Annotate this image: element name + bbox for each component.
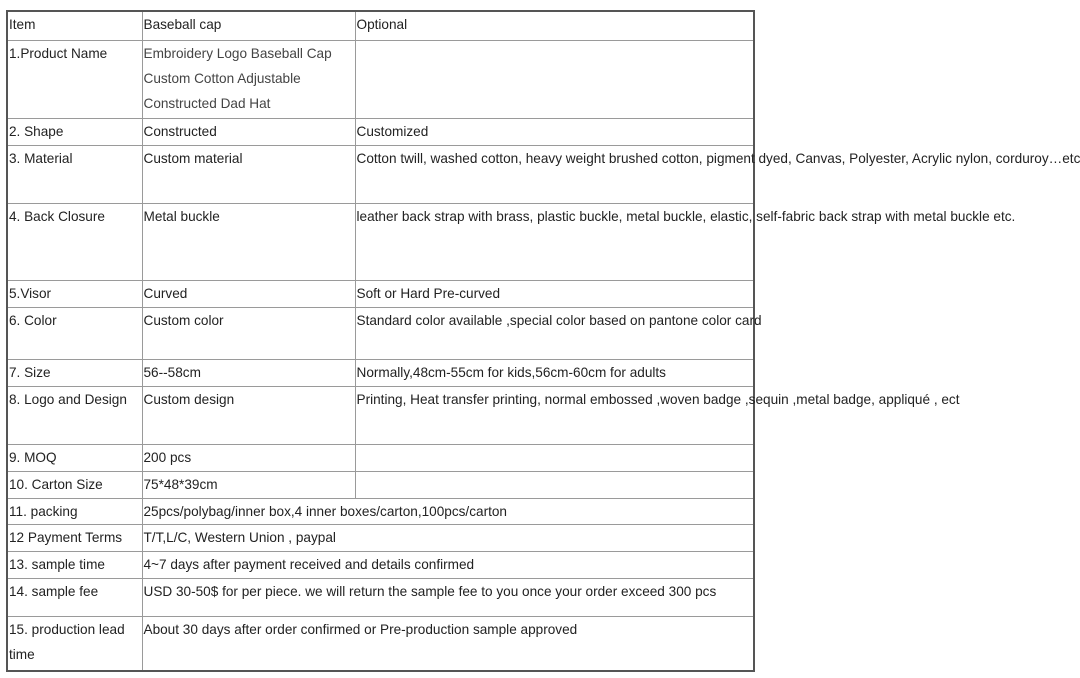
- optional-cell: [355, 444, 753, 471]
- item-cell: 9. MOQ: [8, 444, 142, 471]
- merged-value-cell: 4~7 days after payment received and details confirmed: [142, 551, 753, 578]
- header-optional: Optional: [355, 12, 753, 40]
- table-row: [8, 498, 753, 524]
- value-cell: Custom material: [142, 145, 355, 203]
- merged-value-cell: T/T,L/C, Western Union , paypal: [142, 524, 753, 551]
- item-cell: 15. production lead time: [8, 616, 142, 670]
- header-item: Item: [8, 12, 142, 40]
- merged-value-cell: 25pcs/polybag/inner box,4 inner boxes/carton,100pcs/carton: [142, 498, 753, 524]
- value-cell: Constructed: [142, 118, 355, 145]
- table-row: [8, 307, 753, 359]
- value-cell: 56--58cm: [142, 359, 355, 386]
- item-cell: 12 Payment Terms: [8, 524, 142, 551]
- header-baseball-cap: Baseball cap: [142, 12, 355, 40]
- value-cell: Custom design: [142, 386, 355, 444]
- optional-cell: [355, 471, 753, 498]
- item-cell: 10. Carton Size: [8, 471, 142, 498]
- optional-cell: Printing, Heat transfer printing, normal embossed ,woven badge ,sequin ,metal badge, appliqué , ect: [355, 386, 753, 444]
- table-row: [8, 40, 753, 118]
- item-cell: 4. Back Closure: [8, 203, 142, 280]
- table-row: [8, 203, 753, 280]
- item-cell: 6. Color: [8, 307, 142, 359]
- table-row: [8, 551, 753, 578]
- item-cell: 5.Visor: [8, 280, 142, 307]
- item-cell: 13. sample time: [8, 551, 142, 578]
- spec-table-frame: [6, 10, 1080, 672]
- item-cell: 3. Material: [8, 145, 142, 203]
- value-cell: Custom color: [142, 307, 355, 359]
- table-header-row: [8, 12, 753, 40]
- item-cell: 14. sample fee: [8, 578, 142, 616]
- table-row: [8, 524, 753, 551]
- optional-cell: [355, 40, 753, 118]
- spec-table: [8, 12, 1080, 670]
- value-cell: Metal buckle: [142, 203, 355, 280]
- value-cell: Curved: [142, 280, 355, 307]
- merged-value-cell: About 30 days after order confirmed or Pre-production sample approved: [142, 616, 753, 670]
- item-cell: 2. Shape: [8, 118, 142, 145]
- table-row: [8, 444, 753, 471]
- table-row: [8, 578, 753, 616]
- table-row: [8, 616, 753, 670]
- optional-cell: Cotton twill, washed cotton, heavy weight brushed cotton, pigment dyed, Canvas, Polyester, Acrylic nylon, corduroy…etc: [355, 145, 753, 203]
- table-row: [8, 471, 753, 498]
- optional-cell: Normally,48cm-55cm for kids,56cm-60cm for adults: [355, 359, 753, 386]
- value-cell: 200 pcs: [142, 444, 355, 471]
- item-cell: 7. Size: [8, 359, 142, 386]
- table-row: [8, 280, 753, 307]
- item-cell: 11. packing: [8, 498, 142, 524]
- optional-cell: Soft or Hard Pre-curved: [355, 280, 753, 307]
- table-row: [8, 386, 753, 444]
- value-cell: 75*48*39cm: [142, 471, 355, 498]
- optional-cell: Standard color available ,special color based on pantone color card: [355, 307, 753, 359]
- item-cell: 8. Logo and Design: [8, 386, 142, 444]
- value-cell: Embroidery Logo Baseball Cap Custom Cotton Adjustable Constructed Dad Hat: [142, 40, 355, 118]
- table-row: [8, 118, 753, 145]
- item-cell: 1.Product Name: [8, 40, 142, 118]
- table-row: [8, 145, 753, 203]
- optional-cell: Customized: [355, 118, 753, 145]
- merged-value-cell: USD 30-50$ for per piece. we will return the sample fee to you once your order exceed 300 pcs: [142, 578, 753, 616]
- table-row: [8, 359, 753, 386]
- optional-cell: leather back strap with brass, plastic buckle, metal buckle, elastic, self-fabric back strap with metal buckle etc.: [355, 203, 753, 280]
